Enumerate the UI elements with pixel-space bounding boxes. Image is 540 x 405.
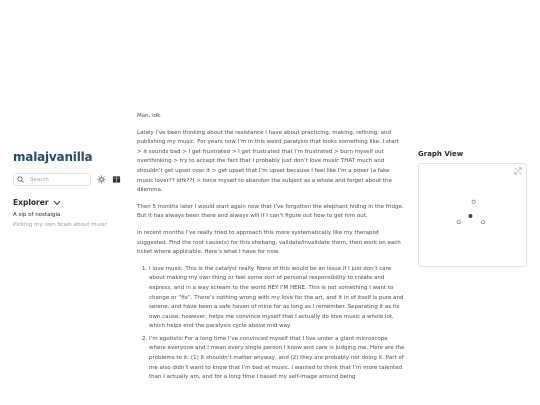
explorer-file-active[interactable]: Picking my own brain about music [13, 222, 108, 228]
sun-icon [97, 175, 106, 184]
ordered-list [137, 265, 405, 383]
graph-node-b[interactable] [457, 221, 460, 224]
toolbar-row [13, 173, 123, 186]
explorer-toggle[interactable] [13, 198, 123, 207]
search-icon [17, 176, 24, 183]
paragraph: In recent months I’ve really tried to approach this more systematically like my therapist suggested. Find the root cause(s) for this shebang, validate/invalidate them, then work on each ticket where applicable. Here’s what I have for now. [137, 229, 401, 256]
expand-icon[interactable] [514, 167, 522, 175]
left-sidebar [13, 150, 123, 228]
explorer-label: Explorer [13, 198, 49, 207]
graph-node-current[interactable] [469, 214, 472, 217]
graph-view[interactable] [418, 163, 527, 267]
chevron-down-icon [53, 200, 61, 206]
site-title[interactable]: malajvanilla [13, 150, 93, 164]
graph-node-a[interactable] [472, 200, 475, 203]
graph-canvas[interactable] [419, 164, 526, 266]
search-placeholder: Search [30, 176, 49, 183]
graph-view-title: Graph View [418, 150, 464, 158]
list-item: 2. I’m egotistic For a long time I’ve convinced myself that I live under a giant microscope where everyone and I mean every single person I know and care is judging me. Here are the problems to it: (1) It shouldn’t matter anyway, and (2) they are probably not doing it. Part of me also didn’t want to know that I’m bad at music. I wanted to think that I’m more talented than I actually am, and for a long time I based my self-image around being [149, 335, 405, 383]
paragraph: Man, idk. [137, 113, 163, 119]
book-icon [112, 175, 121, 184]
list-item: 1. I love music. This is the catalyst really. None of this would be an issue if I just don’t care about making my own thing or feel some sort of personal responsibility to create and express, and in a way scream to the world HEY I’M HERE. This is not something I want to change or “fix”. There’s nothing wrong with my love for the art, and it in of itself is pure and serene, and have been a safe haven of mine for as long as I remember. Separating it as its own cause, however, helps me convince myself that I actually do love music a whole lot, which helps end the paralysis cycle above mid way. [149, 265, 405, 332]
explorer-folder[interactable]: A sip of nostalgia [13, 212, 61, 218]
search-input[interactable] [13, 173, 91, 186]
graph-node-c[interactable] [482, 221, 485, 224]
article-content [137, 112, 405, 386]
paragraph: Lately I’ve been thinking about the resistance I have about practicing, making, refining, and publishing my music. For years now I’m in this weird paralysis that looks something like: I start > it sounds bad > I get frustrated > I get frustrated that I’m frustrated > burn myself out overthinking > try to accept the fact that I probably just don’t love music THAT much and shouldn’t get upset over it > get upset that I’m upset because I feel like I’m a poser (a fake music lover?? idfk??) > force myself to abandon the subject as a whole and forget about the dilemma. [137, 129, 399, 194]
paragraph: Then 5 months later I would start again now that I’ve forgotten the elephant hiding in the fridge. But it has always been there and always will if I can’t figure out how to get him out. [137, 203, 404, 220]
darkmode-toggle[interactable] [96, 175, 106, 185]
reader-mode-button[interactable] [111, 175, 121, 185]
